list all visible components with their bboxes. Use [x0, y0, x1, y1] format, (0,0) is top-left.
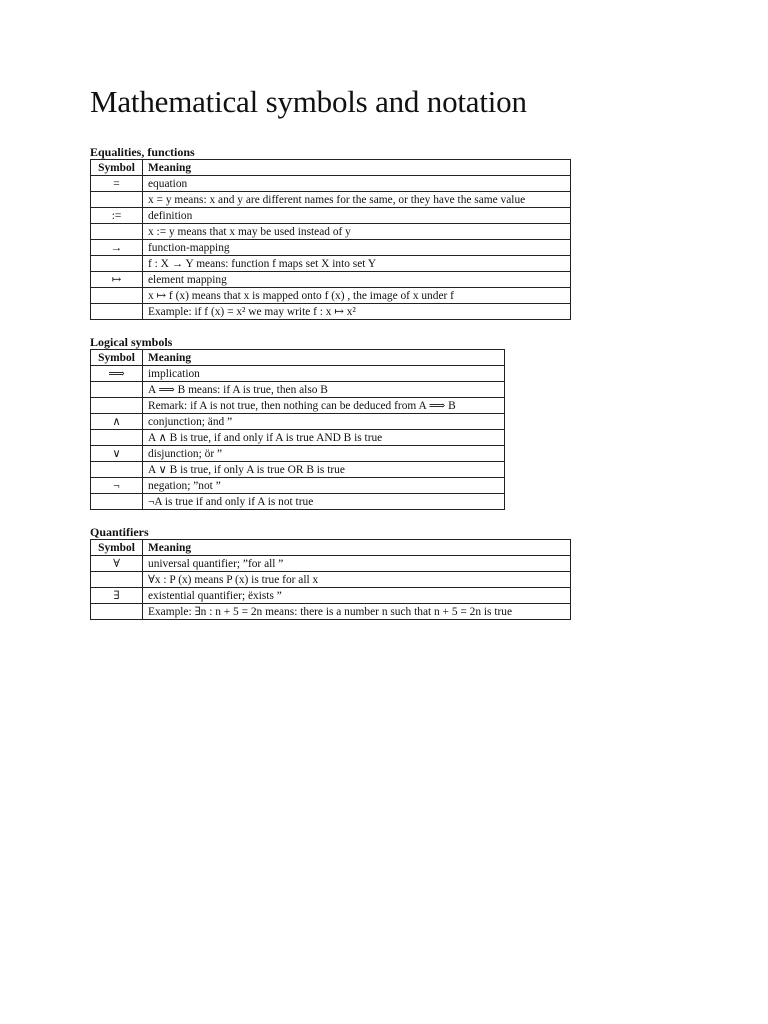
table-row — [91, 414, 505, 430]
meaning-cell: A ⟹ B means: if A is true, then also B — [143, 382, 505, 398]
meaning-cell: Remark: if A is not true, then nothing can be deduced from A ⟹ B — [143, 398, 505, 414]
table-header-row — [91, 160, 571, 176]
symbol-cell: → — [91, 240, 143, 256]
symbols-table — [90, 159, 571, 320]
section-heading: Logical symbols — [90, 335, 173, 349]
symbol-cell — [91, 256, 143, 272]
symbol-cell: := — [91, 208, 143, 224]
symbol-cell — [91, 604, 143, 620]
symbol-cell: ⟹ — [91, 366, 143, 382]
meaning-cell: existential quantifier; ëxists ” — [143, 588, 571, 604]
symbol-cell — [91, 382, 143, 398]
table-row — [91, 398, 505, 414]
meaning-cell: conjunction; änd ” — [143, 414, 505, 430]
table-row — [91, 256, 571, 272]
table-row — [91, 446, 505, 462]
table-row — [91, 304, 571, 320]
symbol-cell — [91, 430, 143, 446]
table-row — [91, 494, 505, 510]
meaning-cell: ∀x : P (x) means P (x) is true for all x — [143, 572, 571, 588]
section-quantifiers — [90, 525, 571, 620]
meaning-cell: universal quantifier; ”for all ” — [143, 556, 571, 572]
table-header-row — [91, 350, 505, 366]
meaning-column-header: Meaning — [143, 350, 505, 366]
meaning-column-header: Meaning — [143, 540, 571, 556]
table-row — [91, 366, 505, 382]
table-row — [91, 272, 571, 288]
table-row — [91, 604, 571, 620]
symbol-cell: ∨ — [91, 446, 143, 462]
meaning-cell: definition — [143, 208, 571, 224]
section-heading: Quantifiers — [90, 525, 149, 539]
meaning-cell: A ∧ B is true, if and only if A is true AND B is true — [143, 430, 505, 446]
section-equalities-functions — [90, 145, 571, 320]
symbol-cell — [91, 224, 143, 240]
table-row — [91, 382, 505, 398]
meaning-cell: x = y means: x and y are different names for the same, or they have the same value — [143, 192, 571, 208]
meaning-cell: negation; ”not ” — [143, 478, 505, 494]
symbol-cell — [91, 192, 143, 208]
meaning-cell: f : X → Y means: function f maps set X into set Y — [143, 256, 571, 272]
symbol-cell: = — [91, 176, 143, 192]
table-row — [91, 556, 571, 572]
table-row — [91, 462, 505, 478]
symbol-cell — [91, 572, 143, 588]
table-row — [91, 176, 571, 192]
meaning-cell: ¬A is true if and only if A is not true — [143, 494, 505, 510]
symbol-column-header: Symbol — [91, 160, 143, 176]
table-row — [91, 430, 505, 446]
section-heading: Equalities, functions — [90, 145, 195, 159]
table-row — [91, 572, 571, 588]
page-title: Mathematical symbols and notation — [90, 84, 527, 119]
table-row — [91, 478, 505, 494]
symbol-cell: ¬ — [91, 478, 143, 494]
meaning-cell: A ∨ B is true, if only A is true OR B is true — [143, 462, 505, 478]
meaning-cell: element mapping — [143, 272, 571, 288]
symbol-cell: ∧ — [91, 414, 143, 430]
table-row — [91, 208, 571, 224]
meaning-cell: equation — [143, 176, 571, 192]
symbols-table — [90, 539, 571, 620]
symbol-cell — [91, 288, 143, 304]
meaning-cell: disjunction; ör ” — [143, 446, 505, 462]
meaning-column-header: Meaning — [143, 160, 571, 176]
symbol-column-header: Symbol — [91, 540, 143, 556]
section-logical-symbols — [90, 335, 505, 510]
symbol-cell: ∀ — [91, 556, 143, 572]
meaning-cell: function-mapping — [143, 240, 571, 256]
symbol-cell: ∃ — [91, 588, 143, 604]
table-row — [91, 224, 571, 240]
symbol-cell — [91, 462, 143, 478]
symbol-cell — [91, 494, 143, 510]
table-row — [91, 288, 571, 304]
meaning-cell: x ↦ f (x) means that x is mapped onto f (x) , the image of x under f — [143, 288, 571, 304]
meaning-cell: Example: ∃n : n + 5 = 2n means: there is a number n such that n + 5 = 2n is true — [143, 604, 571, 620]
table-header-row — [91, 540, 571, 556]
symbol-cell — [91, 398, 143, 414]
meaning-cell: x := y means that x may be used instead of y — [143, 224, 571, 240]
symbol-cell — [91, 304, 143, 320]
meaning-cell: implication — [143, 366, 505, 382]
table-row — [91, 240, 571, 256]
symbol-cell: ↦ — [91, 272, 143, 288]
table-row — [91, 588, 571, 604]
meaning-cell: Example: if f (x) = x² we may write f : x ↦ x² — [143, 304, 571, 320]
table-row — [91, 192, 571, 208]
symbols-table — [90, 349, 505, 510]
symbol-column-header: Symbol — [91, 350, 143, 366]
